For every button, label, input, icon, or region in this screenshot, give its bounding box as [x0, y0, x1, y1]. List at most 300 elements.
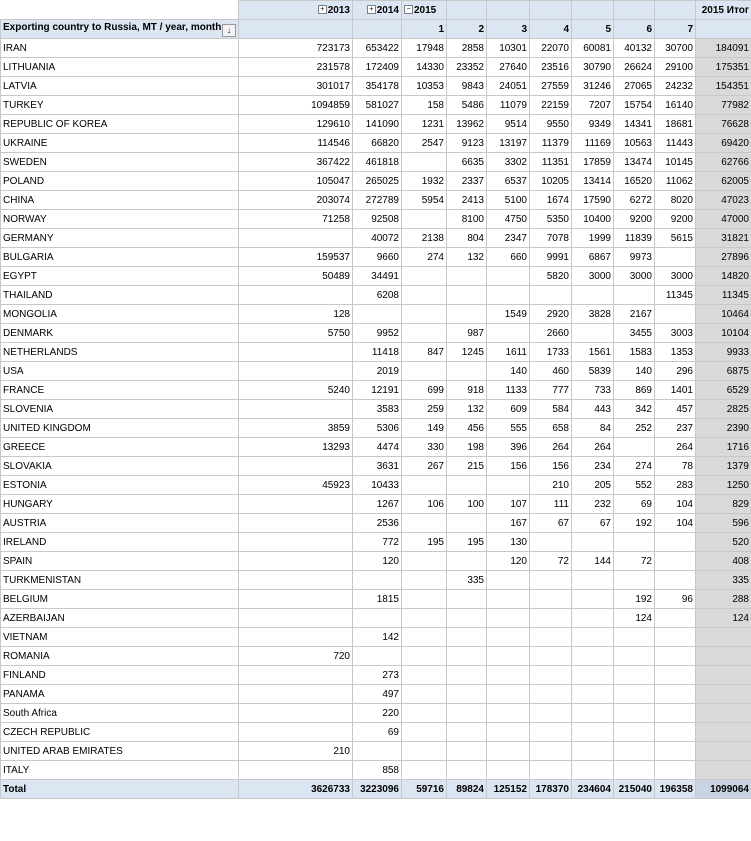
month-value-cell[interactable]: 156	[487, 457, 530, 476]
country-cell[interactable]: PANAMA	[1, 685, 239, 704]
month-value-cell[interactable]	[530, 628, 572, 647]
total-month[interactable]: 196358	[655, 780, 696, 799]
month-value-cell[interactable]: 67	[572, 514, 614, 533]
total-2015-cell[interactable]: 596	[696, 514, 751, 533]
value-2013-cell[interactable]: 129610	[239, 115, 353, 134]
value-2014-cell[interactable]: 1267	[353, 495, 402, 514]
month-value-cell[interactable]: 342	[614, 400, 655, 419]
month-value-cell[interactable]	[487, 704, 530, 723]
total-2015-cell[interactable]	[696, 742, 751, 761]
month-value-cell[interactable]: 6537	[487, 172, 530, 191]
month-value-cell[interactable]	[402, 723, 447, 742]
total-2015-header[interactable]: 2015 Итог	[696, 1, 751, 20]
month-value-cell[interactable]	[402, 267, 447, 286]
month-value-cell[interactable]	[487, 742, 530, 761]
month-value-cell[interactable]	[447, 552, 487, 571]
month-value-cell[interactable]	[530, 761, 572, 780]
country-cell[interactable]: NETHERLANDS	[1, 343, 239, 362]
country-cell[interactable]: DENMARK	[1, 324, 239, 343]
month-value-cell[interactable]	[614, 666, 655, 685]
total-2015-cell[interactable]	[696, 761, 751, 780]
month-value-cell[interactable]	[655, 704, 696, 723]
month-value-cell[interactable]: 10400	[572, 210, 614, 229]
month-header[interactable]: 4	[530, 20, 572, 39]
month-value-cell[interactable]: 30700	[655, 39, 696, 58]
month-value-cell[interactable]	[487, 267, 530, 286]
month-value-cell[interactable]	[655, 685, 696, 704]
month-value-cell[interactable]: 259	[402, 400, 447, 419]
month-value-cell[interactable]	[402, 571, 447, 590]
month-value-cell[interactable]: 22070	[530, 39, 572, 58]
value-2013-cell[interactable]: 5750	[239, 324, 353, 343]
month-value-cell[interactable]	[402, 761, 447, 780]
year-header-2014[interactable]: + 2014	[353, 1, 402, 20]
month-value-cell[interactable]: 195	[447, 533, 487, 552]
month-value-cell[interactable]: 24051	[487, 77, 530, 96]
month-value-cell[interactable]	[655, 248, 696, 267]
month-header[interactable]: 3	[487, 20, 530, 39]
country-cell[interactable]: UNITED KINGDOM	[1, 419, 239, 438]
month-value-cell[interactable]: 11169	[572, 134, 614, 153]
expand-icon[interactable]: +	[367, 5, 376, 14]
month-value-cell[interactable]	[447, 267, 487, 286]
month-value-cell[interactable]: 29100	[655, 58, 696, 77]
value-2013-cell[interactable]: 105047	[239, 172, 353, 191]
month-value-cell[interactable]	[447, 628, 487, 647]
total-2015-cell[interactable]: 47000	[696, 210, 751, 229]
month-value-cell[interactable]: 8100	[447, 210, 487, 229]
value-2013-cell[interactable]	[239, 400, 353, 419]
value-2014-cell[interactable]: 92508	[353, 210, 402, 229]
month-value-cell[interactable]: 27559	[530, 77, 572, 96]
month-value-cell[interactable]: 460	[530, 362, 572, 381]
month-value-cell[interactable]: 2413	[447, 191, 487, 210]
value-2013-cell[interactable]	[239, 286, 353, 305]
month-value-cell[interactable]: 192	[614, 590, 655, 609]
value-2014-cell[interactable]: 10433	[353, 476, 402, 495]
month-value-cell[interactable]: 6272	[614, 191, 655, 210]
total-2015-cell[interactable]: 1379	[696, 457, 751, 476]
month-value-cell[interactable]	[402, 742, 447, 761]
month-value-cell[interactable]: 140	[614, 362, 655, 381]
total-2015-cell[interactable]: 77982	[696, 96, 751, 115]
value-2014-cell[interactable]: 273	[353, 666, 402, 685]
month-value-cell[interactable]: 107	[487, 495, 530, 514]
month-value-cell[interactable]: 10301	[487, 39, 530, 58]
country-cell[interactable]: AUSTRIA	[1, 514, 239, 533]
value-2013-cell[interactable]: 71258	[239, 210, 353, 229]
month-value-cell[interactable]: 100	[447, 495, 487, 514]
value-2014-cell[interactable]: 172409	[353, 58, 402, 77]
value-2014-cell[interactable]: 69	[353, 723, 402, 742]
total-2015-cell[interactable]: 11345	[696, 286, 751, 305]
month-value-cell[interactable]: 104	[655, 514, 696, 533]
total-2015-cell[interactable]: 124	[696, 609, 751, 628]
month-value-cell[interactable]: 660	[487, 248, 530, 267]
country-cell[interactable]: LITHUANIA	[1, 58, 239, 77]
month-value-cell[interactable]	[447, 742, 487, 761]
total-month[interactable]: 89824	[447, 780, 487, 799]
month-value-cell[interactable]	[402, 590, 447, 609]
month-value-cell[interactable]: 195	[402, 533, 447, 552]
country-cell[interactable]: THAILAND	[1, 286, 239, 305]
month-value-cell[interactable]: 9349	[572, 115, 614, 134]
total-month[interactable]: 234604	[572, 780, 614, 799]
month-value-cell[interactable]: 120	[487, 552, 530, 571]
country-cell[interactable]: SLOVENIA	[1, 400, 239, 419]
month-value-cell[interactable]: 6867	[572, 248, 614, 267]
month-value-cell[interactable]: 111	[530, 495, 572, 514]
month-value-cell[interactable]: 11345	[655, 286, 696, 305]
country-cell[interactable]: POLAND	[1, 172, 239, 191]
month-value-cell[interactable]: 1999	[572, 229, 614, 248]
value-2014-cell[interactable]: 3583	[353, 400, 402, 419]
month-value-cell[interactable]: 26624	[614, 58, 655, 77]
month-value-cell[interactable]: 2920	[530, 305, 572, 324]
value-2013-cell[interactable]	[239, 590, 353, 609]
country-cell[interactable]: HUNGARY	[1, 495, 239, 514]
month-value-cell[interactable]: 3000	[614, 267, 655, 286]
month-value-cell[interactable]: 777	[530, 381, 572, 400]
month-value-cell[interactable]: 699	[402, 381, 447, 400]
month-value-cell[interactable]: 456	[447, 419, 487, 438]
total-2015-cell[interactable]: 520	[696, 533, 751, 552]
month-value-cell[interactable]: 5350	[530, 210, 572, 229]
month-value-cell[interactable]: 918	[447, 381, 487, 400]
month-value-cell[interactable]: 252	[614, 419, 655, 438]
month-value-cell[interactable]: 232	[572, 495, 614, 514]
month-value-cell[interactable]	[572, 761, 614, 780]
month-value-cell[interactable]	[402, 324, 447, 343]
value-2014-cell[interactable]: 34491	[353, 267, 402, 286]
month-value-cell[interactable]: 847	[402, 343, 447, 362]
month-value-cell[interactable]: 14330	[402, 58, 447, 77]
month-value-cell[interactable]: 132	[447, 248, 487, 267]
month-value-cell[interactable]: 609	[487, 400, 530, 419]
country-cell[interactable]: South Africa	[1, 704, 239, 723]
month-value-cell[interactable]	[402, 685, 447, 704]
total-2015-cell[interactable]	[696, 647, 751, 666]
month-value-cell[interactable]	[572, 723, 614, 742]
month-value-cell[interactable]	[614, 742, 655, 761]
month-value-cell[interactable]	[572, 647, 614, 666]
month-value-cell[interactable]: 1549	[487, 305, 530, 324]
country-cell[interactable]: UKRAINE	[1, 134, 239, 153]
year-header-2015[interactable]: − 2015	[402, 1, 447, 20]
value-2014-cell[interactable]: 11418	[353, 343, 402, 362]
month-value-cell[interactable]	[614, 761, 655, 780]
month-value-cell[interactable]: 23516	[530, 58, 572, 77]
month-value-cell[interactable]: 106	[402, 495, 447, 514]
month-value-cell[interactable]: 2167	[614, 305, 655, 324]
total-2015-cell[interactable]: 2825	[696, 400, 751, 419]
country-cell[interactable]: SWEDEN	[1, 153, 239, 172]
month-value-cell[interactable]: 11379	[530, 134, 572, 153]
total-2015-cell[interactable]	[696, 685, 751, 704]
month-value-cell[interactable]: 3455	[614, 324, 655, 343]
month-value-cell[interactable]: 5820	[530, 267, 572, 286]
month-value-cell[interactable]: 27640	[487, 58, 530, 77]
month-value-cell[interactable]	[655, 609, 696, 628]
value-2014-cell[interactable]: 220	[353, 704, 402, 723]
value-2014-cell[interactable]: 265025	[353, 172, 402, 191]
month-value-cell[interactable]: 210	[530, 476, 572, 495]
total-month[interactable]: 59716	[402, 780, 447, 799]
country-cell[interactable]: MONGOLIA	[1, 305, 239, 324]
month-value-cell[interactable]: 9550	[530, 115, 572, 134]
total-2015-cell[interactable]	[696, 628, 751, 647]
value-2013-cell[interactable]	[239, 343, 353, 362]
value-2013-cell[interactable]	[239, 533, 353, 552]
month-value-cell[interactable]	[487, 476, 530, 495]
month-value-cell[interactable]	[655, 742, 696, 761]
month-value-cell[interactable]: 3003	[655, 324, 696, 343]
month-value-cell[interactable]: 234	[572, 457, 614, 476]
month-value-cell[interactable]: 158	[402, 96, 447, 115]
month-value-cell[interactable]: 11351	[530, 153, 572, 172]
month-value-cell[interactable]	[572, 666, 614, 685]
month-value-cell[interactable]: 69	[614, 495, 655, 514]
month-value-cell[interactable]	[447, 514, 487, 533]
month-value-cell[interactable]	[655, 666, 696, 685]
month-value-cell[interactable]: 2337	[447, 172, 487, 191]
month-value-cell[interactable]: 443	[572, 400, 614, 419]
total-2015-cell[interactable]: 10104	[696, 324, 751, 343]
month-value-cell[interactable]: 167	[487, 514, 530, 533]
month-value-cell[interactable]	[614, 571, 655, 590]
month-value-cell[interactable]	[447, 286, 487, 305]
total-2015-cell[interactable]: 76628	[696, 115, 751, 134]
country-cell[interactable]: SPAIN	[1, 552, 239, 571]
month-value-cell[interactable]: 1561	[572, 343, 614, 362]
month-value-cell[interactable]	[447, 723, 487, 742]
month-value-cell[interactable]	[447, 590, 487, 609]
month-header[interactable]: 6	[614, 20, 655, 39]
total-2015-cell[interactable]: 1250	[696, 476, 751, 495]
value-2014-cell[interactable]: 497	[353, 685, 402, 704]
month-value-cell[interactable]	[655, 571, 696, 590]
country-cell[interactable]: TURKEY	[1, 96, 239, 115]
total-2015-cell[interactable]: 6875	[696, 362, 751, 381]
month-value-cell[interactable]: 13414	[572, 172, 614, 191]
country-cell[interactable]: EGYPT	[1, 267, 239, 286]
total-2015-cell[interactable]: 288	[696, 590, 751, 609]
month-header[interactable]: 5	[572, 20, 614, 39]
value-2013-cell[interactable]	[239, 362, 353, 381]
month-value-cell[interactable]: 198	[447, 438, 487, 457]
month-value-cell[interactable]: 1932	[402, 172, 447, 191]
value-2013-cell[interactable]	[239, 704, 353, 723]
month-value-cell[interactable]	[572, 704, 614, 723]
month-value-cell[interactable]: 27065	[614, 77, 655, 96]
total-2015-cell[interactable]: 335	[696, 571, 751, 590]
month-value-cell[interactable]: 3000	[655, 267, 696, 286]
month-value-cell[interactable]: 267	[402, 457, 447, 476]
month-value-cell[interactable]	[530, 590, 572, 609]
country-cell[interactable]: FRANCE	[1, 381, 239, 400]
month-value-cell[interactable]: 2347	[487, 229, 530, 248]
month-value-cell[interactable]: 5954	[402, 191, 447, 210]
month-value-cell[interactable]	[655, 723, 696, 742]
value-2013-cell[interactable]: 231578	[239, 58, 353, 77]
month-value-cell[interactable]: 3302	[487, 153, 530, 172]
month-value-cell[interactable]: 9123	[447, 134, 487, 153]
month-value-cell[interactable]: 149	[402, 419, 447, 438]
total-2015-cell[interactable]: 9933	[696, 343, 751, 362]
month-value-cell[interactable]	[402, 666, 447, 685]
value-2013-cell[interactable]	[239, 666, 353, 685]
country-cell[interactable]: NORWAY	[1, 210, 239, 229]
value-2013-cell[interactable]: 128	[239, 305, 353, 324]
month-value-cell[interactable]: 987	[447, 324, 487, 343]
month-value-cell[interactable]: 1245	[447, 343, 487, 362]
value-2013-cell[interactable]: 720	[239, 647, 353, 666]
value-2014-cell[interactable]	[353, 305, 402, 324]
month-value-cell[interactable]: 1231	[402, 115, 447, 134]
month-value-cell[interactable]: 30790	[572, 58, 614, 77]
value-2013-cell[interactable]	[239, 609, 353, 628]
month-value-cell[interactable]	[655, 647, 696, 666]
month-value-cell[interactable]: 6635	[447, 153, 487, 172]
country-cell[interactable]: SLOVAKIA	[1, 457, 239, 476]
month-value-cell[interactable]: 2858	[447, 39, 487, 58]
month-value-cell[interactable]	[655, 552, 696, 571]
month-value-cell[interactable]	[402, 609, 447, 628]
country-cell[interactable]: USA	[1, 362, 239, 381]
month-value-cell[interactable]	[447, 704, 487, 723]
value-2013-cell[interactable]: 367422	[239, 153, 353, 172]
value-2013-cell[interactable]: 3859	[239, 419, 353, 438]
month-value-cell[interactable]: 1733	[530, 343, 572, 362]
value-2013-cell[interactable]	[239, 723, 353, 742]
month-value-cell[interactable]: 130	[487, 533, 530, 552]
month-value-cell[interactable]: 5100	[487, 191, 530, 210]
value-2013-cell[interactable]	[239, 457, 353, 476]
month-value-cell[interactable]: 13962	[447, 115, 487, 134]
total-month[interactable]: 215040	[614, 780, 655, 799]
value-2013-cell[interactable]: 50489	[239, 267, 353, 286]
month-value-cell[interactable]	[614, 685, 655, 704]
value-2013-cell[interactable]	[239, 571, 353, 590]
total-2015-cell[interactable]: 184091	[696, 39, 751, 58]
month-value-cell[interactable]	[487, 723, 530, 742]
month-value-cell[interactable]: 733	[572, 381, 614, 400]
month-value-cell[interactable]: 10205	[530, 172, 572, 191]
month-value-cell[interactable]: 274	[614, 457, 655, 476]
month-value-cell[interactable]: 215	[447, 457, 487, 476]
month-value-cell[interactable]	[447, 476, 487, 495]
value-2014-cell[interactable]	[353, 609, 402, 628]
value-2013-cell[interactable]: 203074	[239, 191, 353, 210]
month-value-cell[interactable]	[614, 533, 655, 552]
month-value-cell[interactable]: 9200	[655, 210, 696, 229]
month-value-cell[interactable]	[530, 286, 572, 305]
month-value-cell[interactable]: 4750	[487, 210, 530, 229]
month-value-cell[interactable]: 3828	[572, 305, 614, 324]
month-value-cell[interactable]	[402, 704, 447, 723]
month-value-cell[interactable]: 10353	[402, 77, 447, 96]
value-2013-cell[interactable]: 45923	[239, 476, 353, 495]
month-value-cell[interactable]: 457	[655, 400, 696, 419]
total-2015-cell[interactable]: 14820	[696, 267, 751, 286]
month-value-cell[interactable]	[487, 628, 530, 647]
month-value-cell[interactable]	[530, 685, 572, 704]
collapse-icon[interactable]: −	[404, 5, 413, 14]
month-value-cell[interactable]	[487, 571, 530, 590]
month-value-cell[interactable]: 18681	[655, 115, 696, 134]
month-value-cell[interactable]	[447, 362, 487, 381]
month-value-cell[interactable]: 132	[447, 400, 487, 419]
value-2013-cell[interactable]: 723173	[239, 39, 353, 58]
month-value-cell[interactable]	[572, 742, 614, 761]
month-value-cell[interactable]: 40132	[614, 39, 655, 58]
month-value-cell[interactable]	[530, 609, 572, 628]
value-2013-cell[interactable]	[239, 495, 353, 514]
total-2015-cell[interactable]: 154351	[696, 77, 751, 96]
month-value-cell[interactable]	[572, 628, 614, 647]
value-2013-cell[interactable]	[239, 628, 353, 647]
month-value-cell[interactable]	[572, 286, 614, 305]
month-value-cell[interactable]: 205	[572, 476, 614, 495]
month-value-cell[interactable]	[530, 704, 572, 723]
value-2013-cell[interactable]: 114546	[239, 134, 353, 153]
month-header[interactable]: 7	[655, 20, 696, 39]
month-value-cell[interactable]: 24232	[655, 77, 696, 96]
month-value-cell[interactable]: 9991	[530, 248, 572, 267]
month-value-cell[interactable]	[402, 476, 447, 495]
month-value-cell[interactable]	[402, 647, 447, 666]
month-value-cell[interactable]: 396	[487, 438, 530, 457]
total-2015-cell[interactable]: 829	[696, 495, 751, 514]
grand-total[interactable]: 1099064	[696, 780, 751, 799]
country-cell[interactable]: BELGIUM	[1, 590, 239, 609]
country-cell[interactable]: IRELAND	[1, 533, 239, 552]
month-value-cell[interactable]	[655, 533, 696, 552]
country-cell[interactable]: UNITED ARAB EMIRATES	[1, 742, 239, 761]
value-2014-cell[interactable]: 858	[353, 761, 402, 780]
total-2015-cell[interactable]: 27896	[696, 248, 751, 267]
month-value-cell[interactable]: 78	[655, 457, 696, 476]
month-value-cell[interactable]: 237	[655, 419, 696, 438]
country-cell[interactable]: REPUBLIC OF KOREA	[1, 115, 239, 134]
month-value-cell[interactable]: 296	[655, 362, 696, 381]
value-2014-cell[interactable]: 2536	[353, 514, 402, 533]
value-2014-cell[interactable]: 581027	[353, 96, 402, 115]
value-2014-cell[interactable]: 9952	[353, 324, 402, 343]
month-value-cell[interactable]	[530, 666, 572, 685]
total-2015-cell[interactable]: 47023	[696, 191, 751, 210]
month-value-cell[interactable]: 5615	[655, 229, 696, 248]
month-value-cell[interactable]: 23352	[447, 58, 487, 77]
month-value-cell[interactable]: 84	[572, 419, 614, 438]
month-value-cell[interactable]	[655, 761, 696, 780]
month-value-cell[interactable]	[614, 286, 655, 305]
month-value-cell[interactable]: 1611	[487, 343, 530, 362]
value-2014-cell[interactable]: 461818	[353, 153, 402, 172]
month-value-cell[interactable]: 104	[655, 495, 696, 514]
month-value-cell[interactable]	[655, 305, 696, 324]
month-value-cell[interactable]	[402, 362, 447, 381]
month-value-cell[interactable]	[402, 153, 447, 172]
month-value-cell[interactable]	[402, 286, 447, 305]
month-value-cell[interactable]	[530, 647, 572, 666]
month-value-cell[interactable]: 192	[614, 514, 655, 533]
country-cell[interactable]: ROMANIA	[1, 647, 239, 666]
month-value-cell[interactable]: 9514	[487, 115, 530, 134]
month-value-cell[interactable]	[487, 666, 530, 685]
month-value-cell[interactable]: 8020	[655, 191, 696, 210]
total-2013[interactable]: 3626733	[239, 780, 353, 799]
